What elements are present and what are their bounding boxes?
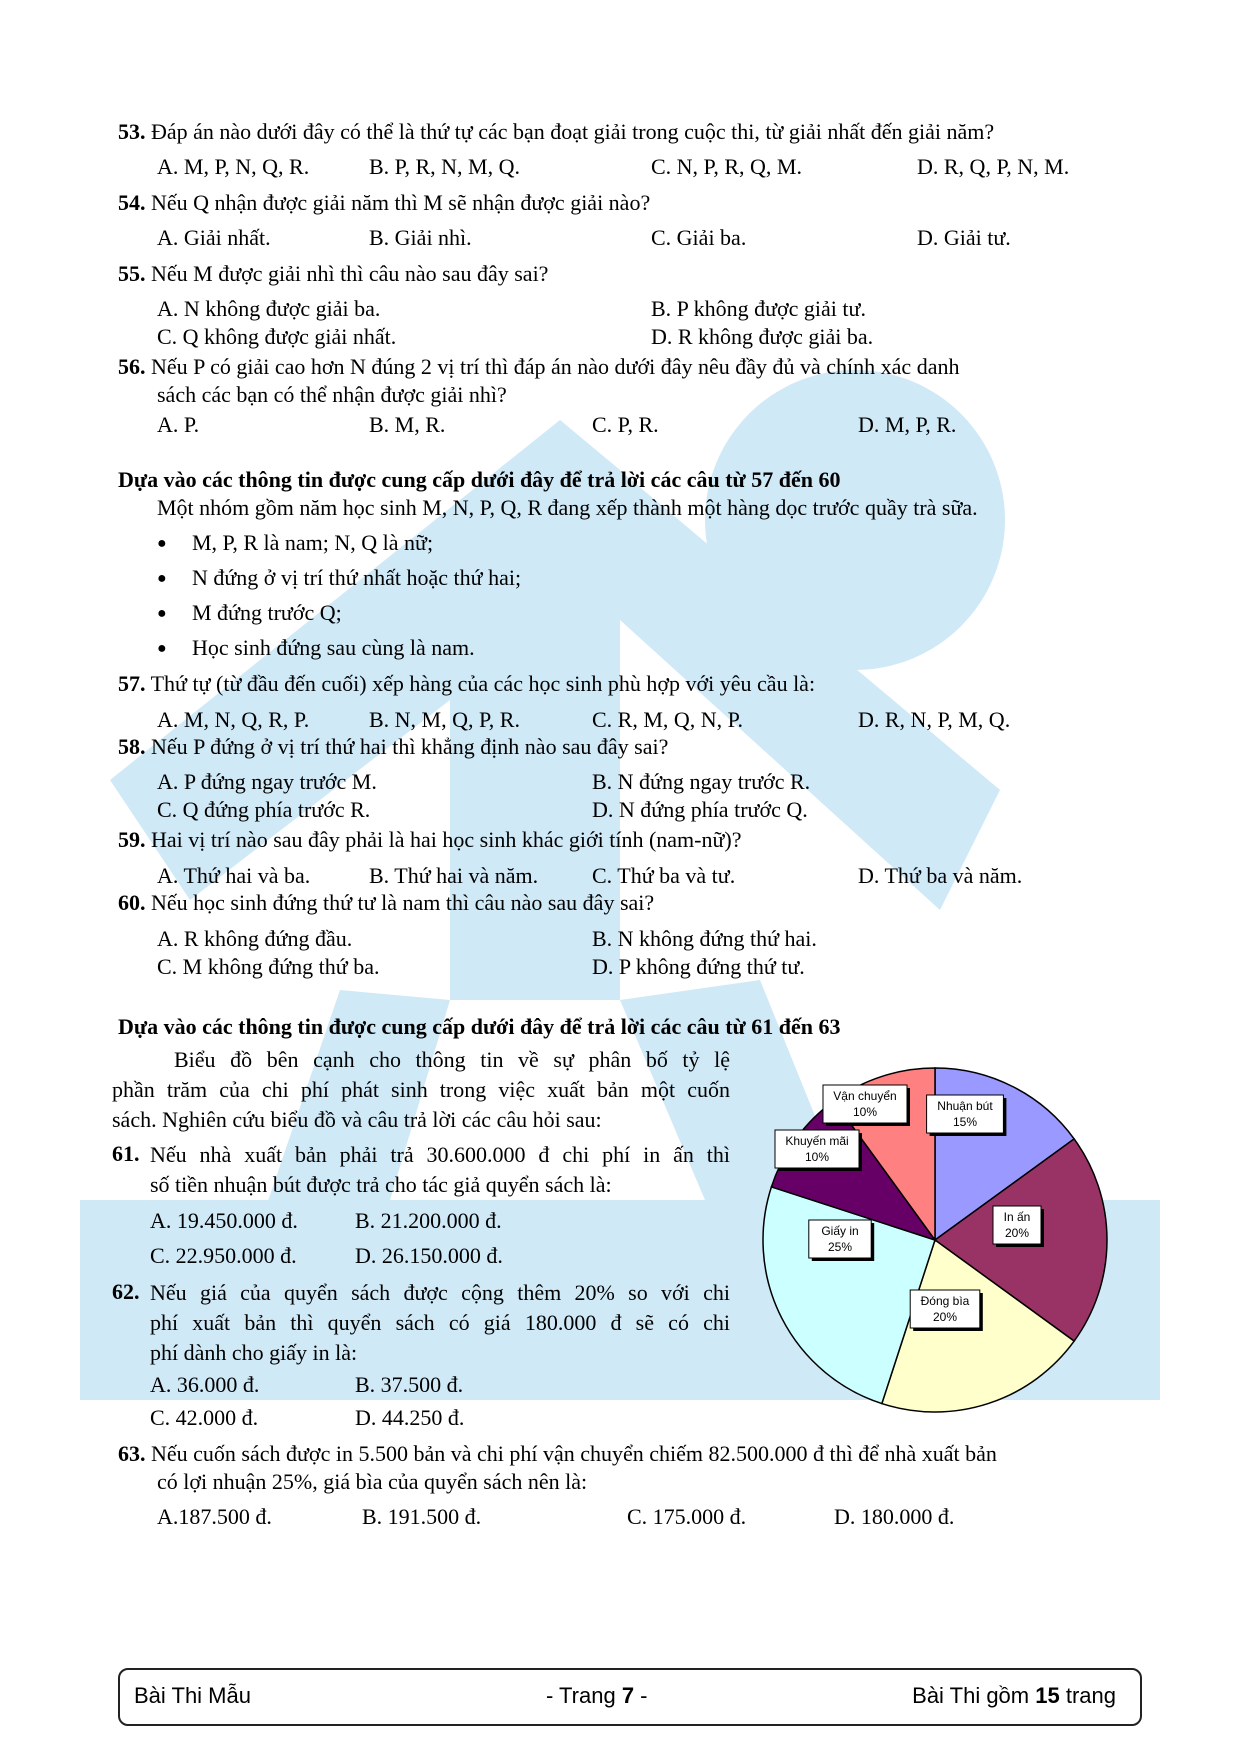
- question-text: Nếu P đứng ở vị trí thứ hai thì khẳng định nào sau đây sai?: [151, 734, 669, 759]
- pie-category-label: Vận chuyển: [833, 1089, 897, 1103]
- option-a[interactable]: A. Giải nhất.: [157, 225, 271, 250]
- question-text-cont: phí dành cho giấy in là:: [150, 1340, 358, 1365]
- question-text-cont: sách các bạn có thể nhận được giải nhì?: [157, 382, 507, 407]
- option-d[interactable]: D. 26.150.000 đ.: [355, 1243, 503, 1268]
- question-number: 57.: [118, 671, 146, 696]
- question-57: [118, 670, 815, 698]
- option-b[interactable]: B. N không đứng thứ hai.: [592, 926, 817, 951]
- option-d[interactable]: D. R, N, P, M, Q.: [858, 707, 1011, 732]
- option-a[interactable]: A. P đứng ngay trước M.: [157, 769, 377, 794]
- option-b[interactable]: B. N đứng ngay trước R.: [592, 769, 811, 794]
- section-heading: Dựa vào các thông tin được cung cấp dưới đây để trả lời các câu từ 61 đến 63: [118, 1014, 841, 1039]
- question-58: [118, 733, 668, 761]
- question-number: 58.: [118, 734, 146, 759]
- question-number: 55.: [118, 261, 146, 286]
- option-a[interactable]: A. 36.000 đ.: [150, 1372, 260, 1397]
- pie-category-label: Khuyến mãi: [785, 1134, 849, 1148]
- option-c[interactable]: C. R, M, Q, N, P.: [592, 707, 743, 732]
- pie-label-6: [823, 1085, 910, 1126]
- pie-label-5: [775, 1130, 862, 1171]
- option-c[interactable]: C. N, P, R, Q, M.: [651, 154, 802, 179]
- pie-value-label: 10%: [852, 1105, 878, 1119]
- bullet-item: M đứng trước Q;: [192, 600, 342, 625]
- option-d[interactable]: D. 44.250 đ.: [355, 1405, 465, 1430]
- question-text: Nếu giá của quyển sách được cộng thêm 20% so với chi: [150, 1280, 730, 1305]
- option-d[interactable]: D. Thứ ba và năm.: [858, 863, 1023, 888]
- footer-total-suffix: trang: [1059, 1683, 1116, 1708]
- footer-left: Bài Thi Mẫu: [134, 1683, 251, 1708]
- option-c[interactable]: C. 42.000 đ.: [150, 1405, 259, 1430]
- question-number: 60.: [118, 890, 146, 915]
- option-b[interactable]: B. N, M, Q, P, R.: [369, 707, 520, 732]
- option-a[interactable]: A. N không được giải ba.: [157, 296, 381, 321]
- pie-label-1: [927, 1095, 1007, 1136]
- question-text: Nếu Q nhận được giải năm thì M sẽ nhận được giải nào?: [151, 190, 651, 215]
- option-b[interactable]: B. P không được giải tư.: [651, 296, 866, 321]
- footer-total-prefix: Bài Thi gồm: [912, 1683, 1036, 1708]
- bullet-item: Học sinh đứng sau cùng là nam.: [192, 635, 475, 660]
- option-d[interactable]: D. Giải tư.: [917, 225, 1011, 250]
- bullet-icon: ●: [157, 640, 167, 657]
- question-62: [150, 1278, 730, 1368]
- option-c[interactable]: C. 175.000 đ.: [627, 1504, 747, 1529]
- pie-category-label: In ấn: [1003, 1210, 1031, 1224]
- option-d[interactable]: D. R, Q, P, N, M.: [917, 154, 1070, 179]
- question-60: [118, 889, 654, 917]
- pie-category-label: Đóng bìa: [920, 1294, 970, 1308]
- question-text-cont: có lợi nhuận 25%, giá bìa của quyển sách nên là:: [157, 1469, 588, 1494]
- pie-value-label: 20%: [932, 1310, 958, 1324]
- bullet-icon: ●: [157, 605, 167, 622]
- option-b[interactable]: B. Thứ hai và năm.: [369, 863, 539, 888]
- intro-line: phần trăm của chi phí phát sinh trong việc xuất bản một cuốn: [112, 1077, 730, 1102]
- question-text: Nếu nhà xuất bản phải trả 30.600.000 đ chi phí in ấn thì: [150, 1142, 730, 1167]
- question-text: Đáp án nào dưới đây có thể là thứ tự các bạn đoạt giải trong cuộc thi, từ giải nhất đến giải năm?: [151, 119, 995, 144]
- bullet-icon: ●: [157, 535, 167, 552]
- question-text: Nếu M được giải nhì thì câu nào sau đây sai?: [151, 261, 549, 286]
- option-a[interactable]: A. M, N, Q, R, P.: [157, 707, 310, 732]
- question-text: Nếu học sinh đứng thứ tư là nam thì câu nào sau đây sai?: [151, 890, 655, 915]
- option-c[interactable]: C. 22.950.000 đ.: [150, 1243, 297, 1268]
- pie-category-label: Giấy in: [821, 1224, 859, 1238]
- option-d[interactable]: D. R không được giải ba.: [651, 324, 874, 349]
- option-a[interactable]: A.187.500 đ.: [157, 1504, 272, 1529]
- option-a[interactable]: A. Thứ hai và ba.: [157, 863, 311, 888]
- question-61: [150, 1140, 730, 1200]
- question-59: [118, 826, 742, 854]
- question-53: [118, 118, 994, 146]
- pie-category-label: Nhuận bút: [937, 1099, 993, 1113]
- pie-label-3: [910, 1290, 983, 1331]
- pie-value-label: 20%: [1004, 1226, 1030, 1240]
- question-text-cont: phí xuất bản thì quyển sách có giá 180.000 đ sẽ có chi: [150, 1310, 730, 1335]
- question-number: 56.: [118, 354, 146, 379]
- option-b[interactable]: B. 191.500 đ.: [362, 1504, 482, 1529]
- bullet-item: N đứng ở vị trí thứ nhất hoặc thứ hai;: [192, 565, 522, 590]
- option-b[interactable]: B. P, R, N, M, Q.: [369, 154, 520, 179]
- cost-distribution-pie-chart: [755, 1058, 1115, 1418]
- question-text: Nếu P có giải cao hơn N đúng 2 vị trí thì đáp án nào dưới đây nêu đầy đủ và chính xác danh: [151, 354, 960, 379]
- bullet-item: M, P, R là nam; N, Q là nữ;: [192, 530, 434, 555]
- question-63: [118, 1440, 997, 1468]
- pie-label-4: [809, 1220, 874, 1261]
- option-c[interactable]: C. Giải ba.: [651, 225, 747, 250]
- question-54: [118, 189, 650, 217]
- option-a[interactable]: A. P.: [157, 412, 200, 437]
- question-text: Nếu cuốn sách được in 5.500 bản và chi phí vận chuyển chiếm 82.500.000 đ thì để nhà xuất bản: [151, 1441, 997, 1466]
- section-intro: [112, 1045, 730, 1135]
- footer-page-number: 7: [621, 1683, 635, 1708]
- footer-page-suffix: -: [634, 1683, 648, 1708]
- question-number: 53.: [118, 119, 146, 144]
- intro-line: Biểu đồ bên cạnh cho thông tin về sự phân bố tỷ lệ: [174, 1047, 730, 1072]
- section-intro: Một nhóm gồm năm học sinh M, N, P, Q, R đang xếp thành một hàng dọc trước quầy trà sữa.: [157, 495, 978, 520]
- question-number: 62.: [112, 1279, 140, 1304]
- question-text: Thứ tự (từ đầu đến cuối) xếp hàng của các học sinh phù hợp với yêu cầu là:: [150, 671, 816, 696]
- footer-page-prefix: - Trang: [546, 1683, 622, 1708]
- option-b[interactable]: B. Giải nhì.: [369, 225, 472, 250]
- footer-total-number: 15: [1035, 1683, 1060, 1708]
- option-c[interactable]: C. P, R.: [592, 412, 659, 437]
- option-d[interactable]: D. 180.000 đ.: [834, 1504, 955, 1529]
- pie-label-2: [993, 1206, 1044, 1247]
- option-c[interactable]: C. Q đứng phía trước R.: [157, 797, 371, 822]
- option-a[interactable]: A. R không đứng đầu.: [157, 926, 353, 951]
- option-d[interactable]: D. N đứng phía trước Q.: [592, 797, 808, 822]
- option-b[interactable]: B. M, R.: [369, 412, 446, 437]
- option-a[interactable]: A. M, P, N, Q, R.: [157, 154, 310, 179]
- footer-page: [546, 1683, 648, 1709]
- option-a[interactable]: A. 19.450.000 đ.: [150, 1208, 298, 1233]
- option-b[interactable]: B. 37.500 đ.: [355, 1372, 464, 1397]
- question-55: [118, 260, 548, 288]
- option-d[interactable]: D. P không đứng thứ tư.: [592, 954, 805, 979]
- question-number: 59.: [118, 827, 146, 852]
- option-b[interactable]: B. 21.200.000 đ.: [355, 1208, 502, 1233]
- option-c[interactable]: C. M không đứng thứ ba.: [157, 954, 380, 979]
- question-number: 54.: [118, 190, 146, 215]
- question-text: Hai vị trí nào sau đây phải là hai học sinh khác giới tính (nam-nữ)?: [151, 827, 742, 852]
- page-footer: [118, 1668, 1142, 1726]
- section-heading: Dựa vào các thông tin được cung cấp dưới đây để trả lời các câu từ 57 đến 60: [118, 467, 841, 492]
- option-c[interactable]: C. Thứ ba và tư.: [592, 863, 736, 888]
- bullet-icon: ●: [157, 570, 167, 587]
- option-d[interactable]: D. M, P, R.: [858, 412, 957, 437]
- question-number: 61.: [112, 1141, 140, 1166]
- footer-total: [912, 1683, 1116, 1709]
- pie-value-label: 10%: [804, 1150, 830, 1164]
- question-number: 63.: [118, 1441, 146, 1466]
- pie-value-label: 25%: [827, 1240, 853, 1254]
- option-c[interactable]: C. Q không được giải nhất.: [157, 324, 397, 349]
- pie-value-label: 15%: [952, 1115, 978, 1129]
- question-56: [118, 353, 959, 381]
- question-text-cont: số tiền nhuận bút được trả cho tác giả quyển sách là:: [150, 1172, 612, 1197]
- intro-line: sách. Nghiên cứu biểu đồ và câu trả lời các câu hỏi sau:: [112, 1107, 602, 1132]
